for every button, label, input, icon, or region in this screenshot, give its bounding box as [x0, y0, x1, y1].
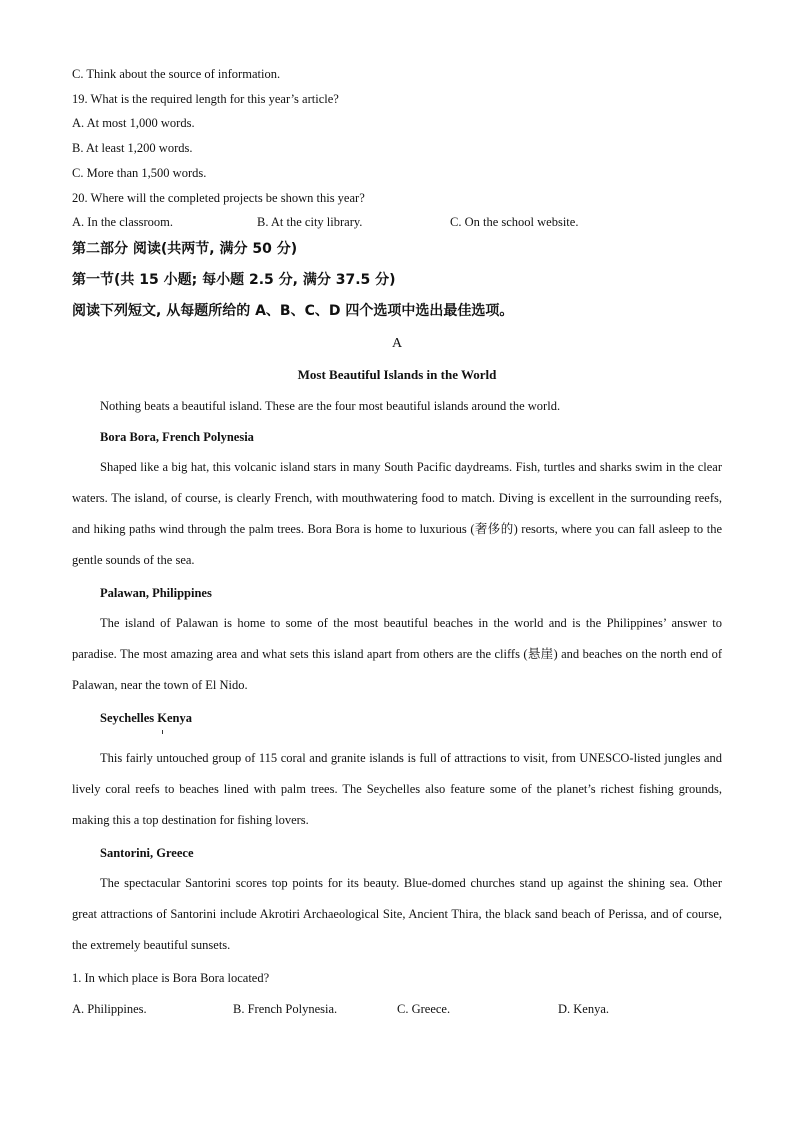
- question-1-option-b: B. French Polynesia.: [233, 1002, 338, 1016]
- part2-heading: 第二部分 阅读(共两节, 满分 50 分): [72, 241, 298, 257]
- q20-option-c: C. On the school website.: [450, 215, 579, 229]
- passage-letter: A: [391, 336, 403, 351]
- q18-option-c: C. Think about the source of information.: [72, 67, 281, 81]
- question-1-option-d: D. Kenya.: [558, 1002, 610, 1016]
- question-1-option-a: A. Philippines.: [72, 1002, 147, 1016]
- q19-option-a: A. At most 1,000 words.: [72, 116, 195, 130]
- q19-stem: 19. What is the required length for this year’s article?: [72, 92, 339, 106]
- passage-intro: Nothing beats a beautiful island. These are the four most beautiful islands around the world.: [100, 399, 561, 413]
- island-heading-palawan: Palawan, Philippines: [100, 586, 212, 600]
- island-heading-bora-bora: Bora Bora, French Polynesia: [100, 430, 254, 444]
- island-text-santorini: The spectacular Santorini scores top points for its beauty. Blue-domed churches stand up against the shining sea. Other great attractions of Santorini include Akrotiri Archaeological Site, Ancient Thira, the black sand beach of Perissa, and of course, the extremely beautiful sunsets.: [72, 876, 722, 952]
- question-1-option-c: C. Greece.: [397, 1002, 451, 1016]
- reading-instruction: 阅读下列短文, 从每题所给的 A、B、C、D 四个选项中选出最佳选项。: [72, 303, 514, 319]
- q19-option-b: B. At least 1,200 words.: [72, 141, 193, 155]
- island-text-seychelles: This fairly untouched group of 115 coral and granite islands is full of attractions to visit, from UNESCO-listed jungles and lively coral reefs to beaches lined with palm trees. The Seychelles also feature some of the planet’s richest fishing grounds, making this a top destination for fishing lovers.: [72, 751, 722, 827]
- q19-option-c: C. More than 1,500 words.: [72, 166, 207, 180]
- question-1-stem: 1. In which place is Bora Bora located?: [72, 971, 270, 985]
- section1-heading: 第一节(共 15 小题; 每小题 2.5 分, 满分 37.5 分): [72, 272, 396, 288]
- island-heading-seychelles: Seychelles Kenya: [100, 711, 193, 725]
- q20-option-b: B. At the city library.: [257, 215, 363, 229]
- island-heading-santorini: Santorini, Greece: [100, 846, 194, 860]
- passage-title: Most Beautiful Islands in the World: [297, 367, 497, 382]
- stray-mark: [162, 730, 163, 734]
- q20-stem: 20. Where will the completed projects be shown this year?: [72, 191, 365, 205]
- island-text-palawan: The island of Palawan is home to some of the most beautiful beaches in the world and is the Philippines’ answer to paradise. The most amazing area and what sets this island apart from others are the cliffs (悬崖) and beaches on the north end of Palawan, near the town of El Nido.: [72, 616, 722, 692]
- island-text-bora-bora: Shaped like a big hat, this volcanic island stars in many South Pacific daydreams. Fish, turtles and sharks swim in the clear waters. The island, of course, is clearly French, with mouthwatering food to match. Diving is excellent in the surrounding reefs, and hiking paths wind through the palm trees. Bora Bora is home to luxurious (奢侈的) resorts, where you can fall asleep to the gentle sounds of the sea.: [72, 460, 722, 567]
- q20-option-a: A. In the classroom.: [72, 215, 174, 229]
